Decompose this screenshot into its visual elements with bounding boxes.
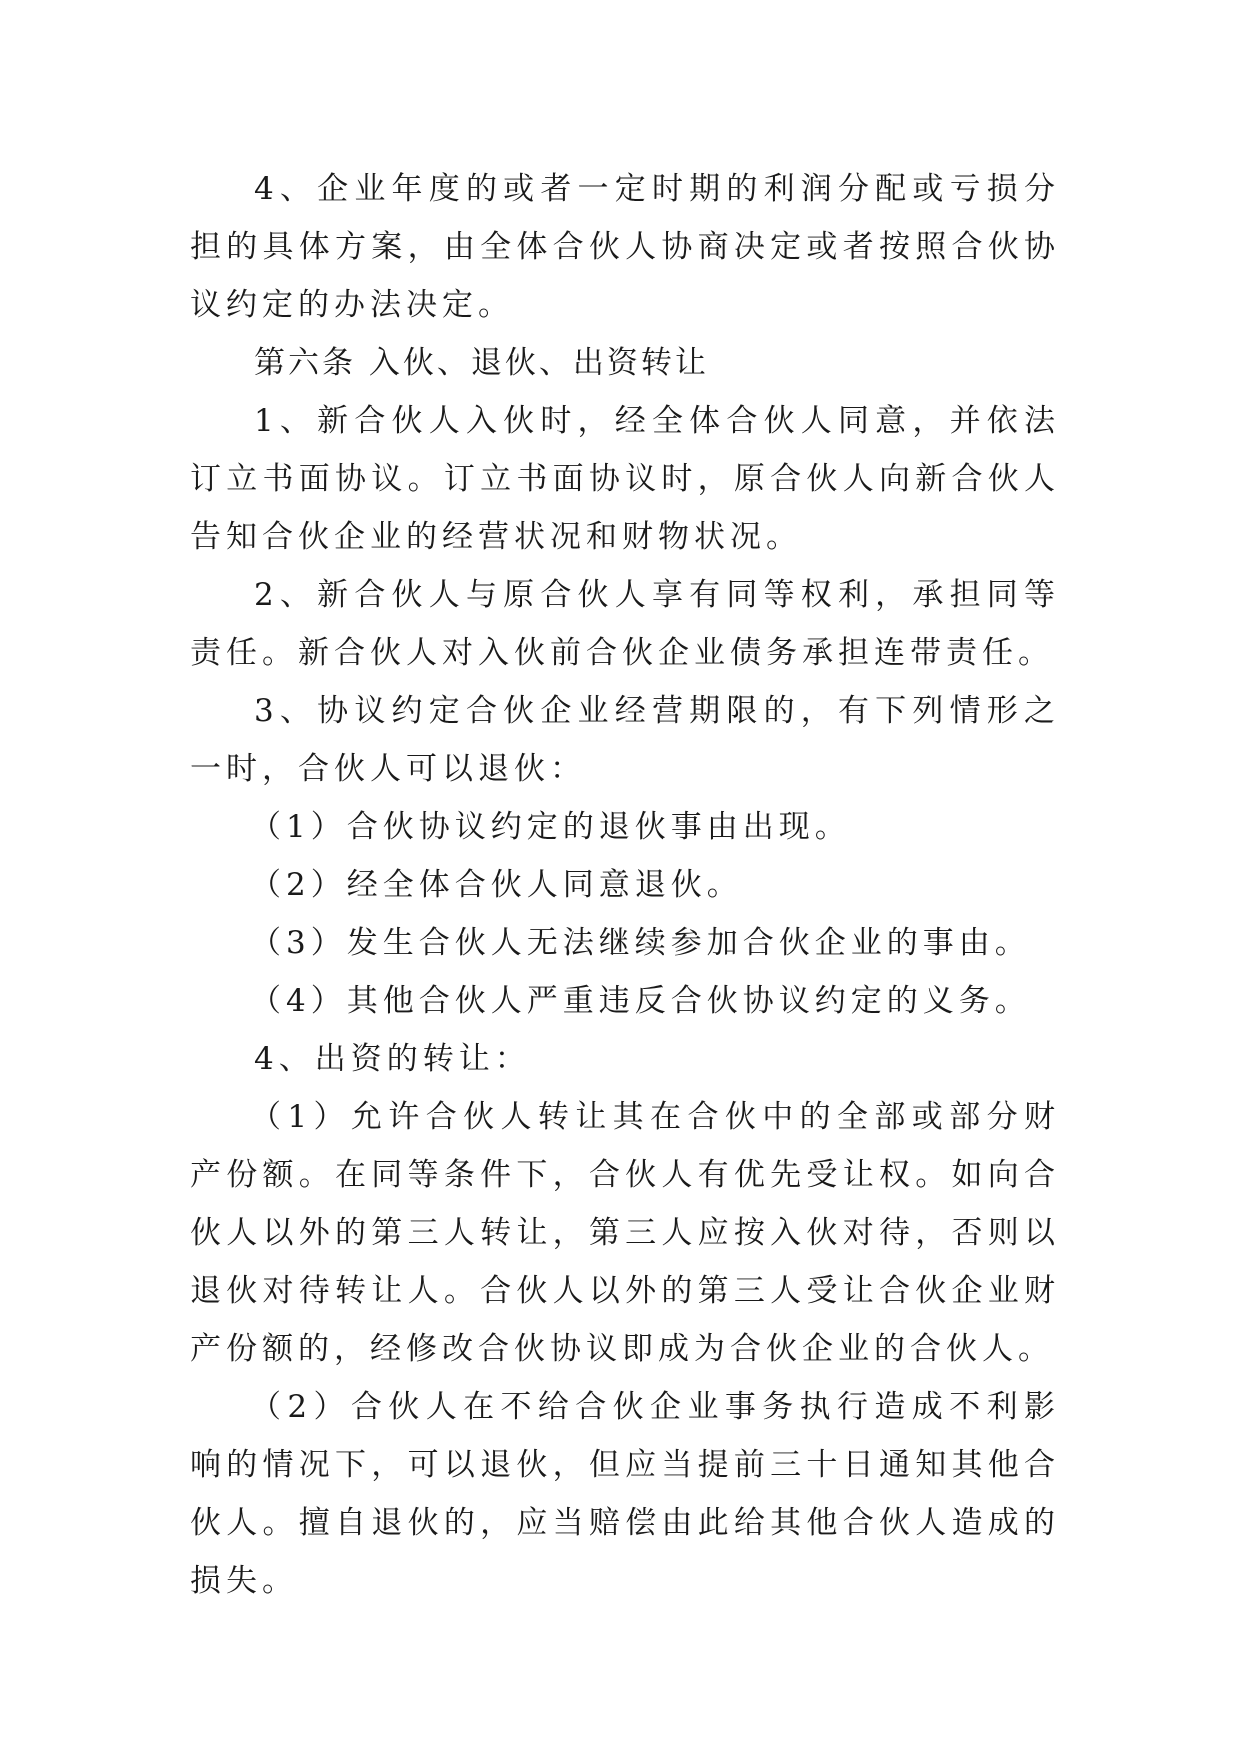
transfer-item-2: （2）合伙人在不给合伙企业事务执行造成不利影响的情况下，可以退伙，但应当提前三十日通知其他合伙人。擅自退伙的，应当赔偿由此给其他合伙人造成的损失。 bbox=[190, 1389, 1060, 1599]
withdrawal-item-3: （3）发生合伙人无法继续参加合伙企业的事由。 bbox=[250, 925, 1031, 961]
withdrawal-item-2: （2）经全体合伙人同意退伙。 bbox=[250, 867, 743, 903]
paragraph-new-partner-rights: 2、新合伙人与原合伙人享有同等权利，承担同等责任。新合伙人对入伙前合伙企业债务承担连带责任。 bbox=[190, 577, 1060, 671]
article-six-heading: 第六条 入伙、退伙、出资转让 bbox=[254, 345, 709, 381]
transfer-item-1: （1）允许合伙人转让其在合伙中的全部或部分财产份额。在同等条件下，合伙人有优先受让权。如向合伙人以外的第三人转让，第三人应按入伙对待，否则以退伙对待转让人。合伙人以外的第三人受让合伙企业财产份额的，经修改合伙协议即成为合伙企业的合伙人。 bbox=[190, 1099, 1060, 1367]
paragraph-capital-transfer: 4、出资的转让： bbox=[254, 1041, 531, 1077]
paragraph-withdrawal-conditions: 3、协议约定合伙企业经营期限的，有下列情形之一时，合伙人可以退伙： bbox=[190, 693, 1060, 787]
paragraph-profit-distribution: 4、企业年度的或者一定时期的利润分配或亏损分担的具体方案，由全体合伙人协商决定或者按照合伙协议约定的办法决定。 bbox=[190, 171, 1060, 323]
withdrawal-item-1: （1）合伙协议约定的退伙事由出现。 bbox=[250, 809, 851, 845]
paragraph-new-partner-admission: 1、新合伙人入伙时，经全体合伙人同意，并依法订立书面协议。订立书面协议时，原合伙人向新合伙人告知合伙企业的经营状况和财物状况。 bbox=[190, 403, 1060, 555]
withdrawal-item-4: （4）其他合伙人严重违反合伙协议约定的义务。 bbox=[250, 983, 1031, 1019]
document-body bbox=[190, 160, 1060, 1610]
